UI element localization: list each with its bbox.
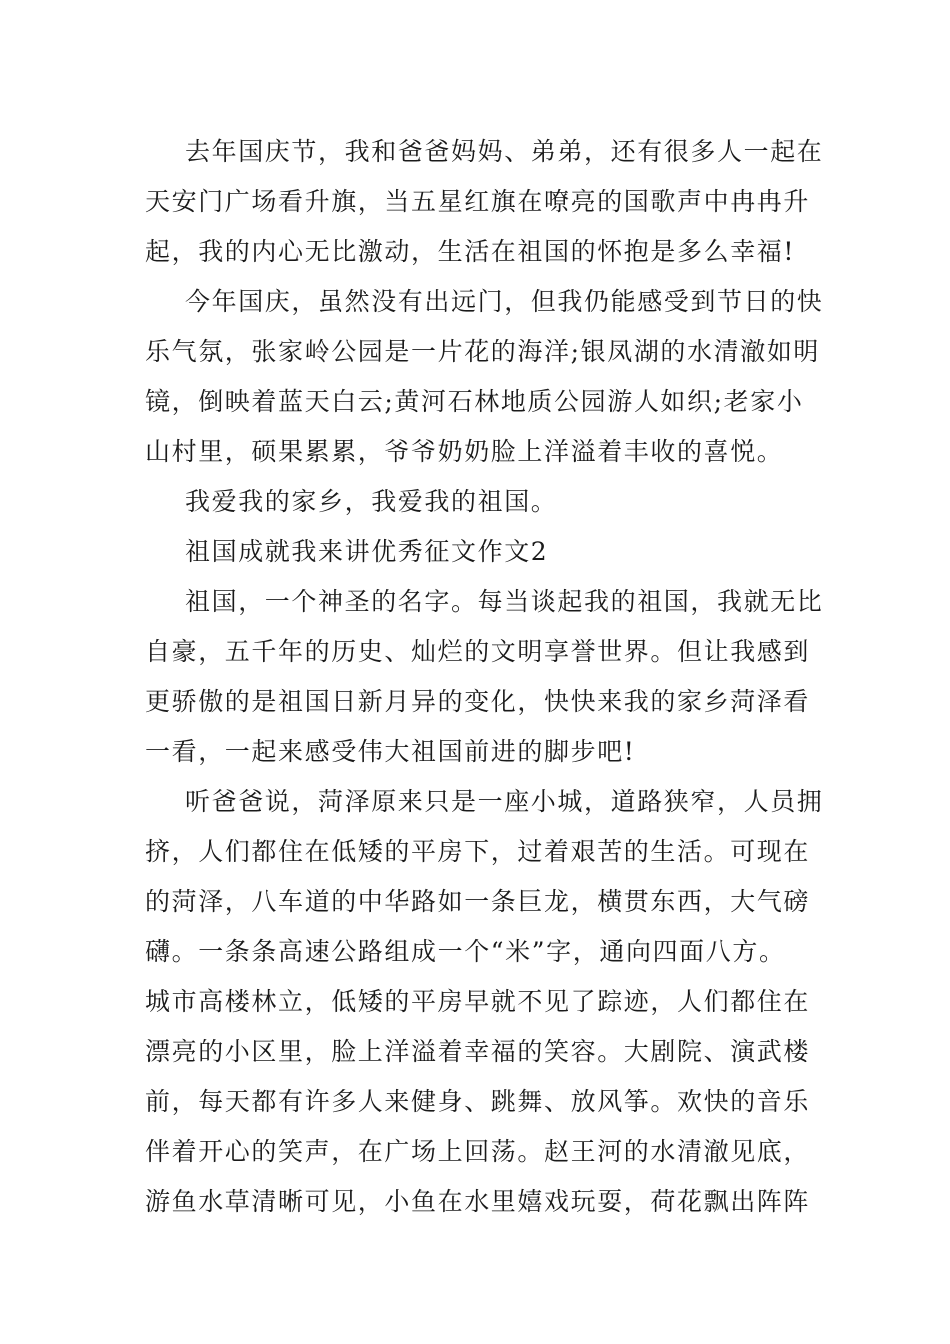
paragraph-1-line-3: 起，我的内心无比激动，生活在祖国的怀抱是多么幸福! [145,237,796,266]
paragraph-5-line-8: 伴着开心的笑声，在广场上回荡。赵王河的水清澈见底， [145,1137,811,1166]
paragraph-2-line-3: 镜，倒映着蓝天白云;黄河石林地质公园游人如织;老家小 [145,387,804,416]
paragraph-5-line-7: 前，每天都有许多人来健身、跳舞、放风筝。欢快的音乐 [145,1087,811,1116]
paragraph-5-line-3: 的菏泽，八车道的中华路如一条巨龙，横贯东西，大气磅 [145,887,811,916]
paragraph-5-line-9: 游鱼水草清晰可见，小鱼在水里嬉戏玩耍，荷花飘出阵阵 [145,1187,811,1216]
paragraph-5-line-6: 漂亮的小区里，脸上洋溢着幸福的笑容。大剧院、演武楼 [145,1037,811,1066]
paragraph-5-line-2: 挤，人们都住在低矮的平房下，过着艰苦的生活。可现在 [145,837,811,866]
paragraph-3-line-1: 我爱我的家乡，我爱我的祖国。 [185,487,558,516]
paragraph-2-line-1: 今年国庆，虽然没有出远门，但我仍能感受到节日的快 [185,287,824,316]
paragraph-4-line-1: 祖国，一个神圣的名字。每当谈起我的祖国，我就无比 [185,587,824,616]
paragraph-4-line-4: 一看，一起来感受伟大祖国前进的脚步吧! [145,737,636,766]
paragraph-4-line-3: 更骄傲的是祖国日新月异的变化，快快来我的家乡菏泽看 [145,687,811,716]
paragraph-1-line-1: 去年国庆节，我和爸爸妈妈、弟弟，还有很多人一起在 [185,137,824,166]
paragraph-2-line-4: 山村里，硕果累累，爷爷奶奶脸上洋溢着丰收的喜悦。 [145,437,784,466]
paragraph-4-line-2: 自豪，五千年的历史、灿烂的文明享誉世界。但让我感到 [145,637,811,666]
section-heading: 祖国成就我来讲优秀征文作文2 [185,537,549,566]
paragraph-2-line-2: 乐气氛，张家岭公园是一片花的海洋;银凤湖的水清澈如明 [145,337,821,366]
paragraph-5-line-5: 城市高楼林立，低矮的平房早就不见了踪迹，人们都住在 [145,987,811,1016]
paragraph-5-line-1: 听爸爸说，菏泽原来只是一座小城，道路狭窄，人员拥 [185,787,824,816]
paragraph-1-line-2: 天安门广场看升旗，当五星红旗在嘹亮的国歌声中冉冉升 [145,187,811,216]
paragraph-5-line-4: 礴。一条条高速公路组成一个“米”字，通向四面八方。 [145,937,786,966]
